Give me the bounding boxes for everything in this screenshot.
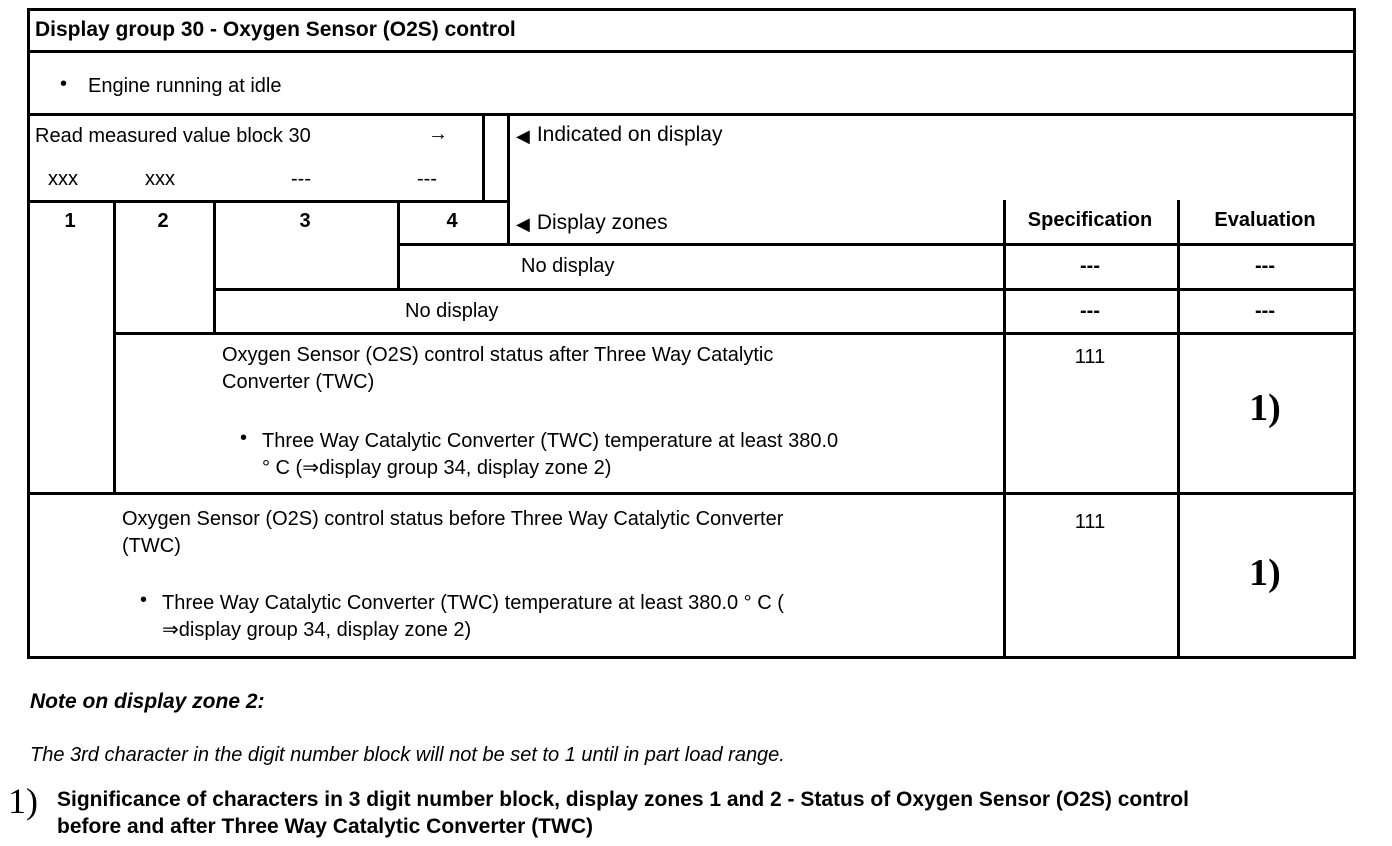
display-zones-text: Display zones — [536, 211, 668, 234]
grid-line — [213, 288, 1356, 291]
footnote-text — [57, 786, 1189, 840]
grid-line — [27, 8, 1356, 11]
row-zone2-bullet-line2: ° C (⇒display group 34, display zone 2) — [262, 457, 612, 479]
row-zone4-specification: --- — [1080, 255, 1100, 277]
grid-line — [27, 8, 30, 659]
zone-header-1: 1 — [64, 210, 76, 232]
row-zone2-evaluation: 1) — [1249, 387, 1281, 429]
grid-line — [113, 200, 116, 495]
grid-line — [1003, 200, 1006, 659]
grid-line — [507, 113, 510, 246]
left-triangle-icon: ◀ — [516, 214, 530, 234]
row-zone2-description-line2: Converter (TWC) — [222, 371, 375, 393]
grid-line — [397, 200, 400, 291]
read-zone4-value: --- — [417, 168, 437, 190]
grid-line — [1177, 200, 1180, 659]
evaluation-header: Evaluation — [1214, 209, 1316, 231]
row-zone1-specification: 111 — [1074, 511, 1106, 533]
row-zone3-evaluation: --- — [1255, 300, 1275, 322]
row-zone1-bullet-text — [162, 590, 784, 644]
indicated-on-display-text: Indicated on display — [536, 123, 723, 146]
row-zone1-evaluation: 1) — [1249, 552, 1281, 594]
row-zone1-description-line1: Oxygen Sensor (O2S) control status before Three Way Catalytic Converter — [122, 508, 784, 530]
grid-line — [482, 113, 485, 203]
grid-line — [27, 656, 1356, 659]
row-zone1-description — [122, 506, 783, 560]
read-zone1-value: xxx — [48, 168, 78, 190]
footnote-line1: Significance of characters in 3 digit number block, display zones 1 and 2 - Status of Oxygen Sensor (O2S) control — [57, 788, 1189, 811]
row-zone2-bullet-text — [262, 428, 838, 482]
row-zone2-specification: 111 — [1074, 346, 1106, 368]
row-zone4-evaluation: --- — [1255, 255, 1275, 277]
grid-line — [213, 200, 216, 335]
grid-line — [27, 492, 1356, 495]
specification-header: Specification — [1027, 209, 1153, 231]
left-triangle-icon: ◀ — [516, 126, 530, 146]
display-zones-label — [516, 210, 668, 237]
bullet-icon: • — [60, 73, 68, 95]
row-zone2-bullet-line1: Three Way Catalytic Converter (TWC) temperature at least 380.0 — [262, 430, 839, 452]
grid-line — [113, 332, 1356, 335]
bullet-icon: • — [140, 589, 148, 611]
grid-line — [397, 243, 1356, 246]
zone-header-4: 4 — [446, 210, 458, 232]
row-zone1-bullet-line1: Three Way Catalytic Converter (TWC) temperature at least 380.0 ° C ( — [162, 592, 784, 614]
row-zone1-description-line2: (TWC) — [122, 535, 181, 557]
row-zone2-description — [222, 342, 773, 396]
grid-line — [27, 200, 510, 203]
read-zone3-value: --- — [291, 168, 311, 190]
row-zone3-specification: --- — [1080, 300, 1100, 322]
page-title: Display group 30 - Oxygen Sensor (O2S) control — [35, 18, 516, 41]
zone-header-2: 2 — [157, 210, 169, 232]
arrow-right-icon: → — [428, 123, 448, 145]
note-body: The 3rd character in the digit number block will not be set to 1 until in part load range. — [30, 744, 785, 766]
bullet-icon: • — [240, 427, 248, 449]
row-zone2-description-line1: Oxygen Sensor (O2S) control status after Three Way Catalytic — [222, 344, 774, 366]
footnote-marker: 1) — [8, 781, 38, 821]
grid-line — [27, 50, 1356, 53]
row-zone1-bullet-line2: ⇒display group 34, display zone 2) — [162, 619, 472, 641]
row-zone3-description: No display — [405, 300, 499, 322]
grid-line — [1353, 8, 1356, 659]
grid-line — [27, 113, 1356, 116]
note-heading: Note on display zone 2: — [30, 690, 265, 713]
row-zone4-description: No display — [521, 255, 615, 277]
read-measured-value-label: Read measured value block 30 — [35, 125, 311, 147]
footnote-line2: before and after Three Way Catalytic Converter (TWC) — [57, 815, 593, 838]
engine-condition: Engine running at idle — [88, 75, 282, 97]
read-zone2-value: xxx — [145, 168, 175, 190]
zone-header-3: 3 — [299, 210, 311, 232]
indicated-on-display-label — [516, 122, 722, 149]
